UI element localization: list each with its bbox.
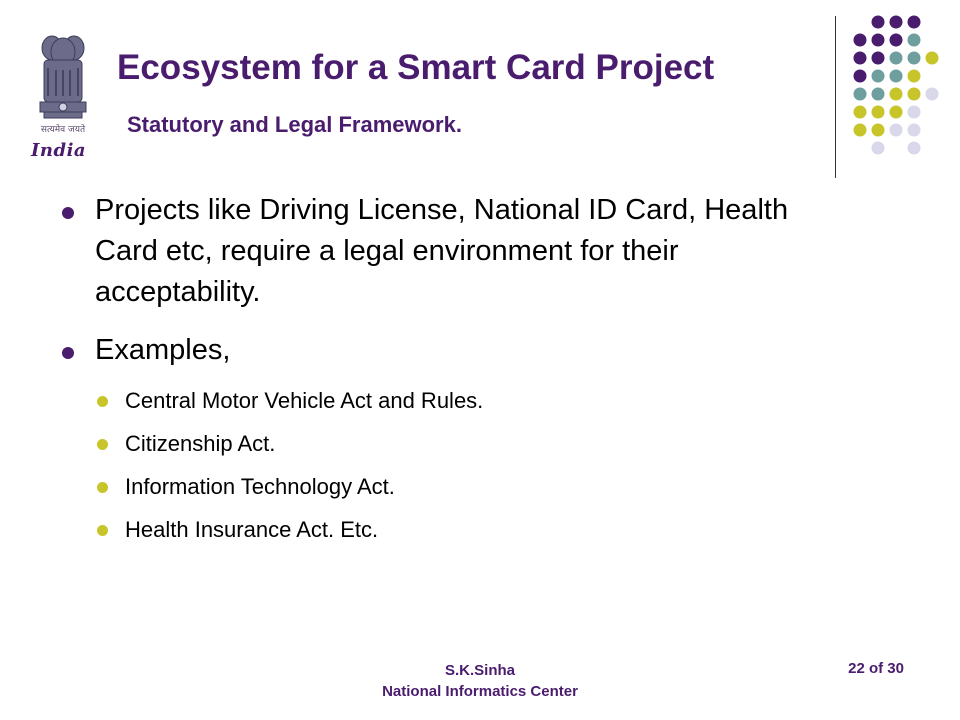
page-number: 22 of 30 — [848, 660, 904, 677]
dot-grid-purple — [854, 16, 939, 155]
footer-author: S.K.Sinha — [444, 662, 515, 679]
decorative-dot-grid — [842, 10, 952, 160]
header-divider — [835, 16, 836, 178]
country-label: India — [31, 140, 87, 161]
bullet-text: Examples, — [95, 334, 231, 366]
sub-bullet-item: Health Insurance Act. Etc. — [60, 508, 840, 551]
slide-body — [60, 190, 840, 568]
bullet-item — [60, 330, 840, 551]
sub-bullet-item: Citizenship Act. — [60, 422, 840, 465]
sub-bullet-item: Information Technology Act. — [60, 465, 840, 508]
footer-organization: National Informatics Center — [382, 683, 578, 700]
bullet-text: Projects like Driving License, National ID Card, Health Card etc, require a legal environment for their acceptability. — [95, 194, 789, 308]
bullet-list — [60, 190, 840, 551]
bullet-item — [60, 190, 840, 313]
slide-title: Ecosystem for a Smart Card Project — [117, 48, 715, 87]
sub-bullet-item: Central Motor Vehicle Act and Rules. — [60, 379, 840, 422]
footer-credit — [0, 660, 960, 702]
slide-subtitle: Statutory and Legal Framework. — [127, 112, 462, 137]
emblem-motto: सत्यमेव जयते — [40, 125, 86, 135]
sub-bullet-list — [95, 379, 840, 551]
